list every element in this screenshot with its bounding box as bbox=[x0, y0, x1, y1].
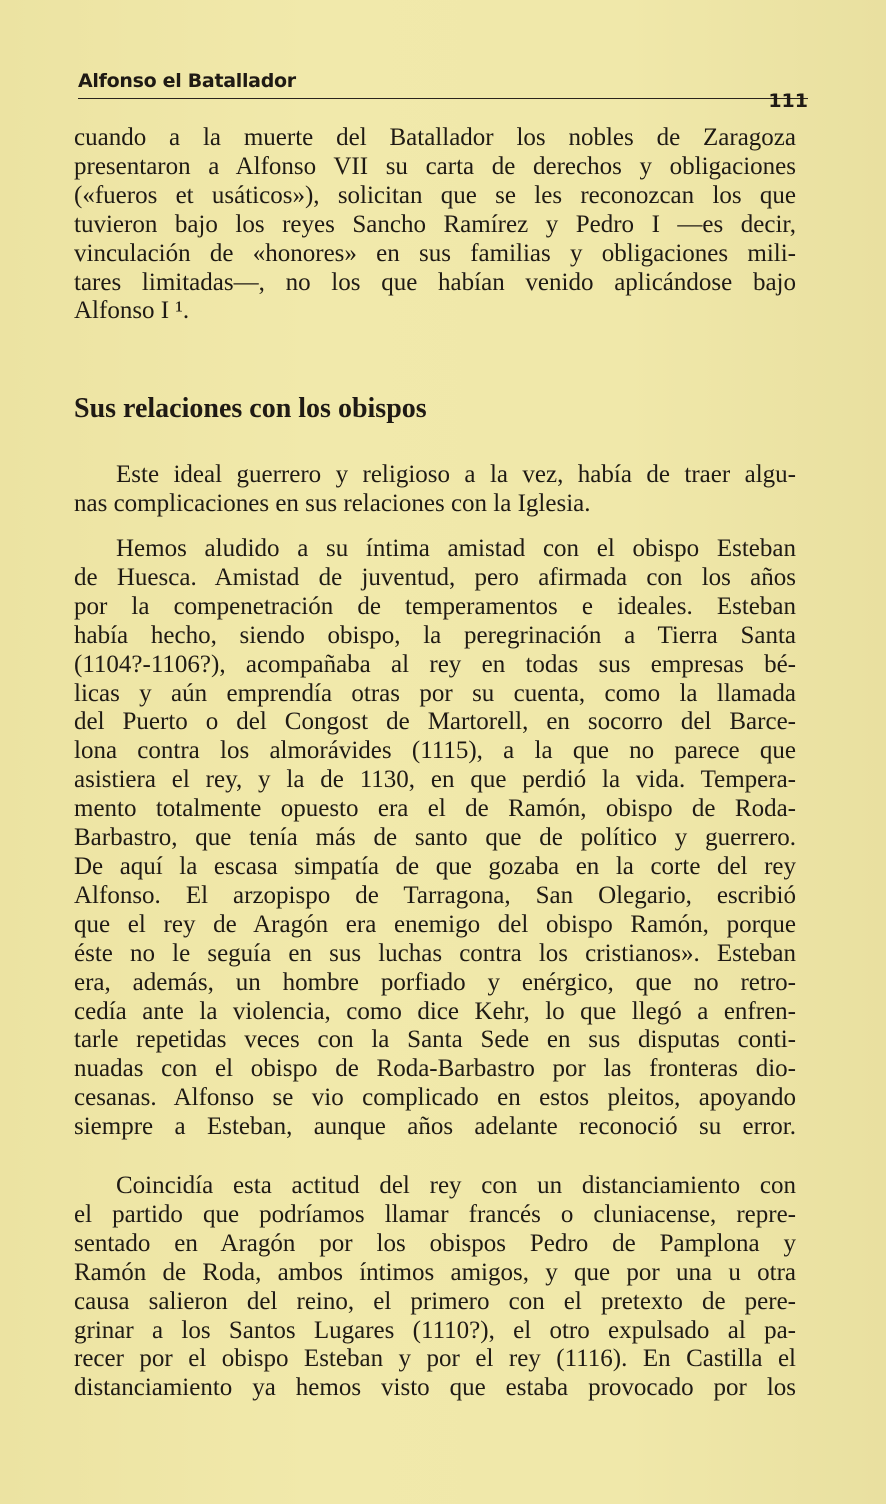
text-line: por la compenetración de temperamentos e ideales. Esteban bbox=[74, 592, 796, 620]
text-line: el partido que podríamos llamar francés o cluniacense, repre- bbox=[74, 1200, 796, 1228]
paragraph-4 bbox=[74, 1172, 796, 1403]
text-line: nuadas con el obispo de Roda-Barbastro por las fronteras dio- bbox=[74, 1055, 796, 1083]
text-line: («fueros et usáticos»), solicitan que se les reconozcan los que bbox=[74, 181, 796, 209]
text-line: cuando a la muerte del Batallador los nobles de Zaragoza bbox=[74, 124, 796, 151]
text-line: licas y aún emprendía otras por su cuenta, como la llamada bbox=[74, 679, 796, 707]
text-line: causa salieron del reino, el primero con el pretexto de pere- bbox=[74, 1287, 796, 1315]
text-line: presentaron a Alfonso VII su carta de derechos y obligaciones bbox=[74, 152, 796, 180]
text-line: cedía ante la violencia, como dice Kehr, lo que llegó a enfren- bbox=[74, 997, 796, 1025]
text-line: lona contra los almorávides (1115), a la que no parece que bbox=[74, 737, 796, 765]
text-line: tares limitadas—, no los que habían venido aplicándose bajo bbox=[74, 268, 796, 296]
text-line: de Huesca. Amistad de juventud, pero afirmada con los años bbox=[74, 563, 796, 591]
text-line: Barbastro, que tenía más de santo que de político y guerrero. bbox=[74, 824, 796, 852]
section-heading: Sus relaciones con los obispos bbox=[74, 393, 427, 424]
text-line: Alfonso. El arzopispo de Tarragona, San Olegario, escribió bbox=[74, 881, 796, 909]
text-line: cesanas. Alfonso se vio complicado en estos pleitos, apoyando bbox=[74, 1084, 796, 1112]
text-line: tarle repetidas veces con la Santa Sede en sus disputas conti- bbox=[74, 1026, 796, 1054]
text-line: vinculación de «honores» en sus familias y obligaciones mili- bbox=[74, 239, 796, 267]
text-line: había hecho, siendo obispo, la peregrinación a Tierra Santa bbox=[74, 621, 796, 649]
text-line: distanciamiento ya hemos visto que estaba provocado por los bbox=[74, 1374, 796, 1402]
text-line: era, además, un hombre porfiado y enérgico, que no retro- bbox=[74, 968, 796, 996]
text-line: grinar a los Santos Lugares (1110?), el otro expulsado al pa- bbox=[74, 1316, 796, 1344]
text-line: De aquí la escasa simpatía de que gozaba en la corte del rey bbox=[74, 852, 796, 880]
text-line: sentado en Aragón por los obispos Pedro de Pamplona y bbox=[74, 1229, 796, 1257]
text-line: Ramón de Roda, ambos íntimos amigos, y que por una u otra bbox=[74, 1258, 796, 1286]
text-line: Este ideal guerrero y religioso a la vez, había de traer algu- bbox=[116, 461, 796, 488]
text-line: Coincidía esta actitud del rey con un distanciamiento con bbox=[116, 1172, 796, 1199]
running-head bbox=[78, 56, 808, 112]
running-title: Alfonso el Batallador bbox=[78, 70, 296, 92]
text-line: siempre a Esteban, aunque años adelante reconoció su error. bbox=[74, 1113, 796, 1141]
text-line: recer por el obispo Esteban y por el rey (1116). En Castilla el bbox=[74, 1345, 796, 1373]
text-line: asistiera el rey, y la de 1130, en que perdió la vida. Tempera- bbox=[74, 766, 796, 794]
paragraph-2 bbox=[74, 461, 796, 519]
text-line: Hemos aludido a su íntima amistad con el obispo Esteban bbox=[116, 535, 796, 562]
paragraph-1 bbox=[74, 124, 796, 326]
text-line: mento totalmente opuesto era el de Ramón, obispo de Roda- bbox=[74, 795, 796, 823]
paragraph-3 bbox=[74, 535, 796, 1142]
page-number: 111 bbox=[768, 90, 808, 112]
text-line: tuvieron bajo los reyes Sancho Ramírez y Pedro I —es decir, bbox=[74, 210, 796, 238]
text-line: nas complicaciones en sus relaciones con la Iglesia. bbox=[74, 489, 591, 517]
text-line: éste no le seguía en sus luchas contra los cristianos». Esteban bbox=[74, 939, 796, 967]
text-line: (1104?-1106?), acompañaba al rey en todas sus empresas bé- bbox=[74, 650, 796, 678]
text-line: que el rey de Aragón era enemigo del obispo Ramón, porque bbox=[74, 910, 796, 938]
text-line: Alfonso I ¹. bbox=[74, 297, 190, 325]
text-line: del Puerto o del Congost de Martorell, en socorro del Barce- bbox=[74, 708, 796, 736]
